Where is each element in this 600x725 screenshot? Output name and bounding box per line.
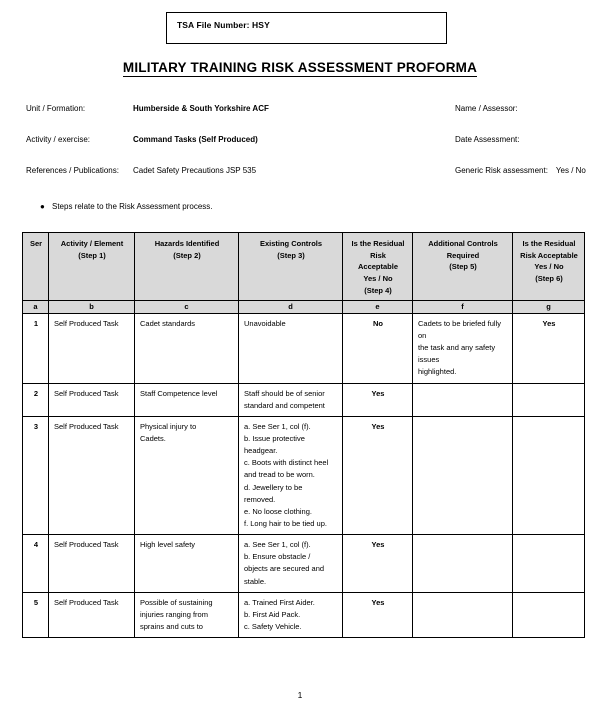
- cell-activity: [49, 416, 135, 534]
- cell-line: sprains and cuts to: [140, 621, 203, 631]
- cell-line: b. Issue protective: [244, 434, 305, 443]
- cell-line: headgear.: [244, 446, 278, 456]
- page-number: 1: [297, 690, 303, 700]
- cell-line: injuries ranging from: [140, 609, 208, 619]
- col-header-existing-controls: Existing Controls (Step 3): [239, 233, 343, 301]
- table-row: [23, 416, 585, 534]
- cell-line: b. First Aid Pack.: [244, 609, 301, 619]
- steps-note: [40, 202, 213, 211]
- table-header-row: [23, 233, 585, 301]
- cell-residual-risk-step6: [513, 592, 585, 637]
- name-assessor-field: [455, 104, 526, 113]
- cell-line: c. Safety Vehicle.: [244, 621, 302, 631]
- steps-note-text: Steps relate to the Risk Assessment process.: [52, 202, 213, 211]
- cell-existing-controls: [239, 592, 343, 637]
- col-letter-b: b: [49, 301, 135, 314]
- cell-additional-controls: [413, 313, 513, 383]
- cell-residual-risk-step4: Yes: [343, 592, 413, 637]
- generic-risk-assessment-field: [455, 166, 586, 175]
- cell-hazards: [135, 383, 239, 416]
- references-publications-value: Cadet Safety Precautions JSP 535: [133, 166, 257, 175]
- tsa-file-number-text: TSA File Number: HSY: [177, 20, 270, 30]
- cell-activity: [49, 535, 135, 593]
- cell-line: the task and any safety issues: [418, 343, 496, 365]
- cell-line: Cadet standards: [140, 318, 196, 328]
- cell-line: Self Produced Task: [54, 421, 119, 431]
- meta-row-references: [0, 166, 600, 197]
- table-body: [23, 313, 585, 637]
- cell-line: d. Jewellery to be: [244, 482, 303, 492]
- cell-line: High level safety: [140, 540, 196, 550]
- cell-line: a. Trained First Aider.: [244, 597, 315, 607]
- cell-line: and tread to be worn.: [244, 470, 315, 480]
- cell-line: Self Produced Task: [54, 318, 119, 328]
- cell-additional-controls: [413, 535, 513, 593]
- page-title-text: MILITARY TRAINING RISK ASSESSMENT PROFORMA: [122, 60, 478, 75]
- cell-activity: [49, 383, 135, 416]
- cell-activity: [49, 592, 135, 637]
- activity-exercise-label: Activity / exercise:: [26, 135, 91, 144]
- cell-line: Self Produced Task: [54, 540, 119, 550]
- bullet-icon: ●: [40, 202, 45, 211]
- cell-ser: 5: [23, 592, 49, 637]
- activity-exercise-value: Command Tasks (Self Produced): [133, 135, 258, 144]
- name-assessor-label: Name / Assessor:: [455, 104, 518, 113]
- cell-line: Unavoidable: [244, 318, 286, 328]
- meta-row-unit: [0, 104, 600, 135]
- cell-line: Staff Competence level: [140, 388, 218, 398]
- header-meta-block: [0, 104, 600, 197]
- page-title: [0, 60, 600, 75]
- cell-line: Cadets.: [140, 434, 166, 443]
- cell-line: c. Boots with distinct heel: [244, 458, 329, 468]
- col-letter-f: f: [413, 301, 513, 314]
- cell-line: Physical injury to: [140, 421, 197, 431]
- references-publications-label: References / Publications:: [26, 166, 119, 175]
- cell-existing-controls: [239, 383, 343, 416]
- cell-residual-risk-step6: [513, 416, 585, 534]
- cell-line: standard and competent: [244, 400, 325, 410]
- table-row: [23, 592, 585, 637]
- cell-existing-controls: [239, 313, 343, 383]
- cell-ser: 4: [23, 535, 49, 593]
- unit-formation-value: Humberside & South Yorkshire ACF: [133, 104, 269, 113]
- table-row: [23, 383, 585, 416]
- cell-residual-risk-step4: Yes: [343, 416, 413, 534]
- cell-line: Self Produced Task: [54, 388, 119, 398]
- cell-line: e. No loose clothing.: [244, 506, 312, 516]
- cell-line: f. Long hair to be tied up.: [244, 518, 327, 528]
- cell-residual-risk-step4: Yes: [343, 383, 413, 416]
- cell-line: removed.: [244, 494, 276, 504]
- cell-additional-controls: [413, 416, 513, 534]
- date-assessment-field: [455, 135, 527, 144]
- cell-line: objects are secured and: [244, 564, 325, 574]
- cell-hazards: [135, 535, 239, 593]
- meta-row-activity: [0, 135, 600, 166]
- cell-line: highlighted.: [418, 367, 457, 377]
- cell-residual-risk-step6: Yes: [513, 313, 585, 383]
- cell-residual-risk-step4: Yes: [343, 535, 413, 593]
- col-header-residual-risk-step4: Is the Residual Risk Acceptable Yes / No (Step 4): [343, 233, 413, 301]
- date-assessment-label: Date Assessment:: [455, 135, 520, 144]
- col-header-hazards: Hazards Identified (Step 2): [135, 233, 239, 301]
- cell-ser: 1: [23, 313, 49, 383]
- col-header-activity: Activity / Element (Step 1): [49, 233, 135, 301]
- col-header-additional-controls: Additional Controls Required (Step 5): [413, 233, 513, 301]
- table-header: [23, 233, 585, 314]
- cell-existing-controls: [239, 416, 343, 534]
- table-row: [23, 535, 585, 593]
- column-letter-row: [23, 301, 585, 314]
- cell-existing-controls: [239, 535, 343, 593]
- cell-residual-risk-step6: [513, 535, 585, 593]
- col-letter-a: a: [23, 301, 49, 314]
- cell-line: a. See Ser 1, col (f).: [244, 540, 311, 550]
- cell-residual-risk-step6: [513, 383, 585, 416]
- col-letter-g: g: [513, 301, 585, 314]
- cell-additional-controls: [413, 592, 513, 637]
- cell-additional-controls: [413, 383, 513, 416]
- tsa-file-number-box: [166, 12, 447, 44]
- cell-line: Possible of sustaining: [140, 597, 213, 607]
- cell-hazards: [135, 416, 239, 534]
- unit-formation-label: Unit / Formation:: [26, 104, 86, 113]
- cell-line: Staff should be of senior: [244, 388, 325, 398]
- generic-risk-assessment-value: Yes / No: [555, 166, 586, 175]
- cell-ser: 2: [23, 383, 49, 416]
- col-header-ser: Ser: [23, 233, 49, 301]
- cell-line: Cadets to be briefed fully on: [418, 318, 501, 341]
- col-header-residual-risk-step6: Is the Residual Risk Acceptable Yes / No (Step 6): [513, 233, 585, 301]
- cell-line: stable.: [244, 576, 267, 586]
- cell-hazards: [135, 313, 239, 383]
- cell-line: b. Ensure obstacle /: [244, 552, 311, 562]
- col-letter-e: e: [343, 301, 413, 314]
- cell-residual-risk-step4: No: [343, 313, 413, 383]
- risk-assessment-table: [22, 232, 585, 638]
- cell-ser: 3: [23, 416, 49, 534]
- table-row: [23, 313, 585, 383]
- cell-hazards: [135, 592, 239, 637]
- cell-line: a. See Ser 1, col (f).: [244, 421, 311, 431]
- generic-risk-assessment-label: Generic Risk assessment:: [455, 166, 548, 175]
- col-letter-d: d: [239, 301, 343, 314]
- cell-line: Self Produced Task: [54, 597, 119, 607]
- col-letter-c: c: [135, 301, 239, 314]
- cell-activity: [49, 313, 135, 383]
